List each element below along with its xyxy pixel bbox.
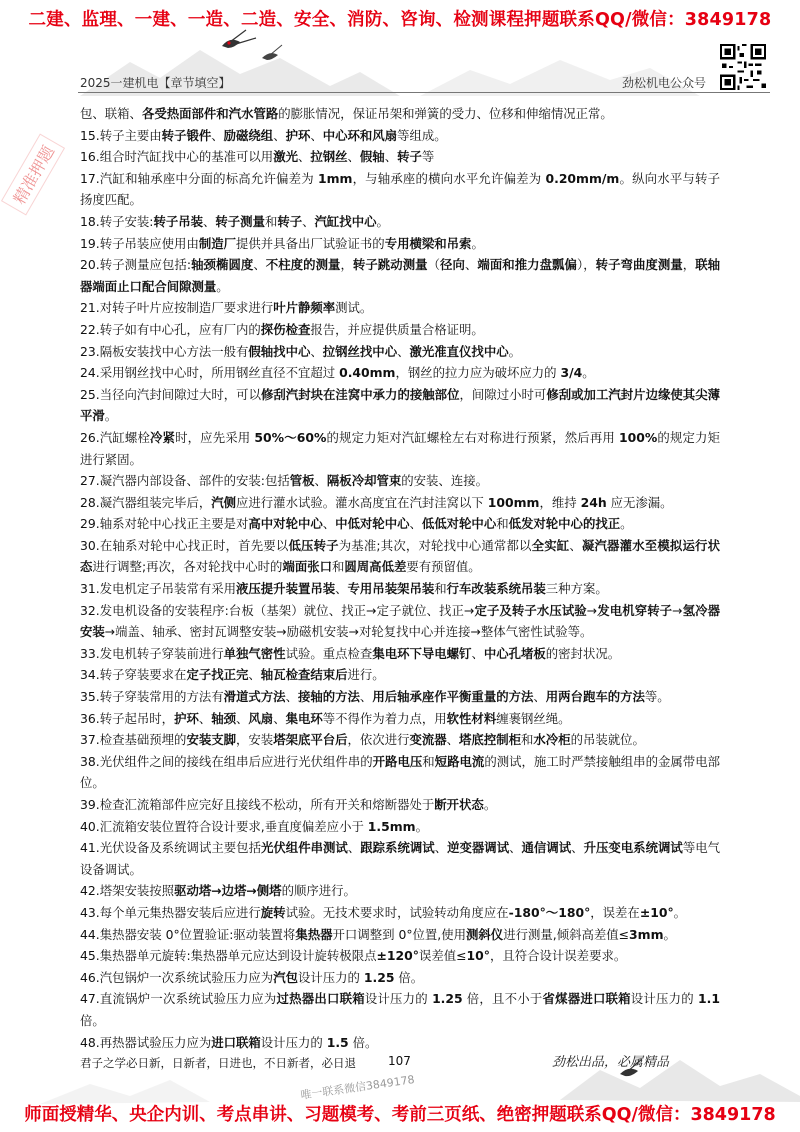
item-keyword: ±120° xyxy=(376,948,419,964)
item-keyword: 转子弯曲度测量 xyxy=(595,257,683,273)
item-text: 22.转子如有中心孔，应有厂内的 xyxy=(80,321,261,337)
item-keyword: 转子跳动测量 xyxy=(352,257,428,273)
red-stamp: 精准押题 xyxy=(1,133,65,215)
item-text: 、 xyxy=(409,516,422,532)
item-keyword: 拉钢丝 xyxy=(310,149,348,165)
item-text: 。 xyxy=(620,516,633,532)
item-keyword: 24h xyxy=(580,494,607,510)
list-item xyxy=(80,427,720,470)
item-text: 42.塔架安装按照 xyxy=(80,883,175,899)
item-keyword: 塔底控制柜 xyxy=(459,732,521,748)
item-keyword: 集电环 xyxy=(285,710,323,726)
item-keyword: 100mm xyxy=(487,494,540,510)
item-text: 46.汽包锅炉一次系统试验压力应为 xyxy=(80,969,274,985)
item-text: 31.发电机定子吊装常有采用 xyxy=(80,581,237,597)
item-text: 设计压力的 xyxy=(297,969,364,985)
item-keyword: 3/4 xyxy=(560,365,583,381)
item-keyword: 中心环和风扇 xyxy=(322,127,398,143)
item-text: 。 xyxy=(508,343,521,359)
item-keyword: 用后轴承座作平衡重量的方法 xyxy=(372,689,534,705)
item-keyword: 叶片静频率 xyxy=(273,300,336,316)
crane-bird-icon xyxy=(222,30,282,60)
document-body xyxy=(80,103,720,1053)
item-text: 18.转子安装: xyxy=(80,213,154,229)
item-text: 、 xyxy=(322,516,336,532)
list-item xyxy=(80,535,720,578)
item-keyword: 集电环下导电螺钉 xyxy=(372,645,472,661)
item-keyword: 1.1 xyxy=(698,991,720,1007)
list-item xyxy=(80,729,720,751)
item-text: 36.转子起吊时， xyxy=(80,710,175,726)
item-keyword: 激光 xyxy=(273,149,298,165)
item-text: 、 xyxy=(273,710,286,726)
item-text: 倍。 xyxy=(80,1012,105,1028)
header-account: 劲松机电公众号 xyxy=(622,76,707,90)
item-text: 测试。 xyxy=(335,300,373,316)
item-text: 开口调整到 0°位置,使用 xyxy=(332,926,467,942)
item-keyword: 用两台跑车的方法 xyxy=(545,689,645,705)
item-keyword: 软性材料 xyxy=(446,710,497,726)
item-text: 、 xyxy=(471,645,484,661)
item-keyword: 端面和推力盘瓢偏 xyxy=(477,257,577,273)
item-text: 30.在轴系对轮中心找正时，首先要以 xyxy=(80,537,289,553)
item-keyword: ±10° xyxy=(639,904,674,920)
item-text: 37.检查基础预埋的 xyxy=(80,732,187,748)
item-keyword: 测斜仪 xyxy=(466,926,504,942)
item-text: 33.发电机转子穿装前进行 xyxy=(80,645,224,661)
item-text: ， xyxy=(682,257,696,273)
item-text: 时，应先采用 xyxy=(175,429,255,445)
item-text: ，维持 xyxy=(539,494,581,510)
item-keyword: 制造厂 xyxy=(198,235,237,251)
item-text: 和 xyxy=(332,559,345,575)
item-text: 倍。 xyxy=(394,969,424,985)
item-text: 进行测量,倾斜高差值≤ xyxy=(503,926,630,942)
list-item xyxy=(80,600,720,643)
item-text: 、 xyxy=(569,537,582,553)
item-text: 、 xyxy=(509,840,522,856)
item-keyword: 联轴器端面止口配合间隙测量 xyxy=(80,257,721,294)
item-keyword: 风扇 xyxy=(248,710,274,726)
item-keyword: 转子 xyxy=(397,149,422,165)
list-item xyxy=(80,125,720,147)
item-text: 16.组合时汽缸找中心的基准可以用 xyxy=(80,149,274,165)
list-item xyxy=(80,233,720,255)
list-item xyxy=(80,168,720,211)
item-text: 。 xyxy=(376,213,389,229)
footer-signature: 劲松出品，必属精品 xyxy=(552,1055,670,1070)
qr-code-icon xyxy=(720,44,766,90)
item-text: ，间隙过小时可 xyxy=(459,386,547,402)
item-text: 27.凝汽器内部设备、部件的安装:包括 xyxy=(80,473,290,489)
item-keyword: 转子锻件 xyxy=(161,127,212,143)
item-keyword: 转子测量 xyxy=(215,213,265,229)
item-text: 32.发电机设备的安装程序:台板（基架）就位、找正→定子就位、找正→ xyxy=(80,602,475,618)
item-keyword: 进口联箱 xyxy=(211,1034,261,1050)
item-keyword: 定子找正完 xyxy=(186,667,249,683)
header-divider xyxy=(78,92,770,93)
item-text: 43.每个单元集热器安装后应进行 xyxy=(80,904,261,920)
item-keyword: 接轴的方法 xyxy=(297,689,360,705)
item-text: 。 xyxy=(663,926,676,942)
item-keyword: 端面张口 xyxy=(282,559,332,575)
item-text: 48.再热器试验压力应为 xyxy=(80,1034,212,1050)
item-keyword: 探伤检查 xyxy=(260,321,311,337)
item-text: 的顺序进行。 xyxy=(281,883,356,899)
item-keyword: 汽包 xyxy=(273,969,298,985)
item-text: 、 xyxy=(285,689,298,705)
item-keyword: 修刮汽封块在洼窝中承力的接触部位 xyxy=(261,386,460,402)
item-text: 设计压力的 xyxy=(260,1034,327,1050)
item-text: ，误差在 xyxy=(590,904,640,920)
item-text: ，钢丝的拉力应为破坏应力的 xyxy=(395,365,561,381)
item-text: 。 xyxy=(483,797,497,812)
item-text: 。 xyxy=(415,818,428,834)
item-text: 设计压力的 xyxy=(630,991,699,1007)
item-text: 包、联箱、 xyxy=(80,106,142,121)
item-text: ，与轴承座的横向水平允许偏差为 xyxy=(352,170,546,186)
item-keyword: 转子 xyxy=(277,213,303,229)
item-text: 、 xyxy=(384,149,398,165)
item-text: 38.光伏组件之间的接线在组串后应进行光伏组件串的 xyxy=(80,753,373,769)
item-text: ， xyxy=(340,257,353,273)
item-keyword: 各受热面部件和汽水管路 xyxy=(141,106,279,121)
item-text: 45.集热器单元旋转:集热器单元应达到设计旋转极限点 xyxy=(80,948,377,964)
item-keyword: 低压转子 xyxy=(288,537,339,553)
item-text: 39.检查汇流箱部件应完好且接线不松动，所有开关和熔断器处于 xyxy=(80,797,435,812)
item-text: 应进行灌水试验。灌水高度宜在汽封洼窝以下 xyxy=(236,494,488,510)
item-text: 为基准;其次，对轮找中心通常都以 xyxy=(338,537,532,553)
item-keyword: 光伏组件串测试 xyxy=(261,840,348,856)
item-text: 19.转子吊装应使用由 xyxy=(80,235,199,251)
item-keyword: 氢冷器安装 xyxy=(80,602,721,640)
item-text: 26.汽缸螺栓 xyxy=(80,429,151,445)
item-text: 的规定力矩进行紧固。 xyxy=(80,429,720,467)
item-text: 等不得作为着力点，用 xyxy=(322,710,447,726)
list-item xyxy=(80,103,720,125)
item-text: （ xyxy=(427,257,441,273)
list-item xyxy=(80,988,720,1031)
bottom-promo-banner: 师面授精华、央企内训、考点串讲、习题模考、考前三页纸、绝密押题联系QQ/微信：3849178 xyxy=(24,1105,776,1125)
item-text: 、 xyxy=(434,840,448,856)
list-item xyxy=(80,880,720,902)
item-text: 、 xyxy=(347,149,360,165)
item-text: 。 xyxy=(216,278,229,294)
item-text: 、 xyxy=(359,689,373,705)
item-text: 等电气设备调试。 xyxy=(80,840,721,877)
item-text: 25.当径向汽封间隙过大时，可以 xyxy=(80,386,261,402)
item-text: 、 xyxy=(446,732,460,748)
item-text: 试验。重点检查 xyxy=(285,645,373,661)
item-text: 、 xyxy=(397,343,410,359)
item-keyword: 驱动塔→边塔→侧塔 xyxy=(174,883,282,899)
item-keyword: 旋转 xyxy=(260,904,286,920)
item-keyword: 1.5 xyxy=(326,1034,349,1050)
item-text: 的测试，施工时严禁接触组串的金属带电部位。 xyxy=(80,753,721,791)
list-item xyxy=(80,837,720,880)
item-keyword: 1.25 xyxy=(432,991,463,1007)
item-keyword: 管板 xyxy=(289,473,315,489)
item-text: 三种方案。 xyxy=(545,581,608,597)
list-item xyxy=(80,967,720,989)
item-text: 21.对转子叶片应按制造厂要求进行 xyxy=(80,300,274,316)
item-text: 进行。 xyxy=(347,667,385,683)
list-item xyxy=(80,384,720,427)
item-keyword: 中低对轮中心 xyxy=(335,516,410,532)
item-text: 和 xyxy=(264,213,278,229)
top-promo-banner: 二建、监理、一建、一造、二造、安全、消防、咨询、检测课程押题联系QQ/微信：3849178 xyxy=(28,10,772,30)
item-text: ，依次进行 xyxy=(347,732,410,748)
item-text: 、 xyxy=(533,689,546,705)
item-text: 设计压力的 xyxy=(364,991,433,1007)
item-keyword: 专用横梁和吊索 xyxy=(384,235,472,251)
item-keyword: 3mm xyxy=(629,926,664,942)
item-text: 的安装、连接。 xyxy=(401,473,488,489)
item-text: 。 xyxy=(582,365,595,381)
item-text: 误差值≤ xyxy=(418,948,467,964)
list-item xyxy=(80,362,720,384)
item-text: 、 xyxy=(236,710,249,726)
list-item xyxy=(80,492,720,514)
item-keyword: 专用吊装架吊装 xyxy=(347,581,435,597)
list-item xyxy=(80,254,720,297)
item-text: 应无渗漏。 xyxy=(606,494,673,510)
item-text: 34.转子穿装要求在 xyxy=(80,667,187,683)
item-keyword: 集热器 xyxy=(295,926,333,942)
item-text: 的规定力矩对汽缸螺栓左右对称进行预紧，然后再用 xyxy=(326,429,619,445)
item-text: 的密封状况。 xyxy=(545,645,621,661)
item-keyword: 逆变器调试 xyxy=(447,840,510,856)
item-text: 倍，且不小于 xyxy=(462,991,543,1007)
item-keyword: 径向 xyxy=(440,257,465,273)
item-text: 、 xyxy=(314,473,327,489)
list-item xyxy=(80,643,720,665)
item-text: 缠裹钢丝绳。 xyxy=(496,710,571,726)
item-text: 报告，并应提供质量合格证明。 xyxy=(310,321,484,337)
item-keyword: 圆周高低差 xyxy=(344,559,407,575)
item-text: 29.轴系对轮中心找正主要是对 xyxy=(80,516,249,532)
item-text: ，安装 xyxy=(236,732,274,748)
item-text: 、 xyxy=(335,581,348,597)
item-text: 。 xyxy=(673,904,687,920)
item-keyword: 假轴 xyxy=(359,149,385,165)
item-keyword: 冷紧 xyxy=(150,429,176,445)
item-text: 15.转子主要由 xyxy=(80,127,162,143)
item-keyword: 省煤器进口联箱 xyxy=(542,991,631,1007)
item-text: 、 xyxy=(302,213,315,229)
item-keyword: 塔架底平台后 xyxy=(273,732,348,748)
item-text: 、 xyxy=(203,213,216,229)
item-keyword: 发电机穿转子 xyxy=(597,602,673,618)
item-keyword: 单独气密性 xyxy=(223,645,286,661)
item-keyword: 励磁绕组 xyxy=(223,127,274,143)
item-text: 、 xyxy=(198,710,212,726)
list-item xyxy=(80,341,720,363)
item-text: 和 xyxy=(521,732,534,748)
item-keyword: 全实缸 xyxy=(531,537,570,553)
item-keyword: 滑道式方法 xyxy=(223,689,286,705)
item-keyword: 护环 xyxy=(174,710,199,726)
item-keyword: 1.25 xyxy=(363,969,395,985)
item-text: → xyxy=(672,602,683,618)
item-keyword: 安装支脚 xyxy=(186,732,237,748)
item-text: 倍。 xyxy=(348,1034,378,1050)
list-item xyxy=(80,297,720,319)
list-item xyxy=(80,470,720,492)
list-item xyxy=(80,319,720,341)
item-text: 24.采用钢丝找中心时，所用钢丝直径不宜超过 xyxy=(80,365,340,381)
item-keyword: 修刮或加工汽封片边缘使其尖薄平滑 xyxy=(80,386,721,424)
item-keyword: 跟踪系统调试 xyxy=(360,840,435,856)
item-text: 和 xyxy=(434,581,447,597)
item-text: 、 xyxy=(310,343,323,359)
item-text: 和 xyxy=(422,753,435,769)
item-keyword: 轴颈椭圆度 xyxy=(191,257,254,273)
item-text: 提供并具备出厂试验证书的 xyxy=(236,235,385,251)
item-text: 17.汽缸和轴承座中分面的标高允许偏差为 xyxy=(80,170,318,186)
item-text: 的吊装就位。 xyxy=(570,732,645,748)
list-item xyxy=(80,794,720,816)
item-text: 等。 xyxy=(644,689,670,705)
item-keyword: 1mm xyxy=(317,170,353,186)
list-item xyxy=(80,708,720,730)
item-keyword: 短路电流 xyxy=(434,753,485,769)
item-text: 、 xyxy=(347,840,361,856)
item-text: ）， xyxy=(576,257,596,273)
item-text: 35.转子穿装常用的方法有 xyxy=(80,689,224,705)
list-item xyxy=(80,664,720,686)
item-text: 等 xyxy=(421,149,435,165)
item-text: 、 xyxy=(297,149,311,165)
item-text: 47.直流锅炉一次系统试验压力应为 xyxy=(80,991,277,1007)
list-item xyxy=(80,211,720,233)
item-keyword: 不柱度的测量 xyxy=(265,257,341,273)
list-item xyxy=(80,924,720,946)
item-text: → xyxy=(586,602,598,618)
item-text: 、 xyxy=(253,257,266,273)
footer-watermark: 唯一联系微信3849178 xyxy=(299,1073,416,1102)
list-item xyxy=(80,902,720,924)
item-text: 、 xyxy=(273,127,286,143)
item-text: 进行调整;再次，各对轮找中心时的 xyxy=(92,559,283,575)
item-keyword: 拉钢丝找中心 xyxy=(322,343,398,359)
item-keyword: 100% xyxy=(619,429,658,445)
item-text: 的膨胀情况，保证吊架和弹簧的受力、位移和伸缩情况正常。 xyxy=(278,106,613,121)
item-keyword: 隔板冷却管束 xyxy=(326,473,402,489)
item-keyword: 低低对轮中心 xyxy=(421,516,497,532)
item-text: 20.转子测量应包括: xyxy=(80,257,192,273)
footer-motto: 君子之学必日新，日新者，日进也，不日新者，必日退 xyxy=(80,1056,356,1070)
header-title: 2025一建机电【章节填空】 xyxy=(80,76,231,90)
item-keyword: 水冷柜 xyxy=(533,732,571,748)
page-number: 107 xyxy=(388,1054,411,1068)
list-item xyxy=(80,513,720,535)
item-keyword: 高中对轮中心 xyxy=(248,516,323,532)
list-item xyxy=(80,146,720,168)
item-keyword: 断开状态 xyxy=(434,797,484,812)
item-text: 和 xyxy=(496,516,509,532)
item-keyword: 行车改装系统吊装 xyxy=(446,581,546,597)
item-text: 。 xyxy=(104,408,118,424)
item-text: 40.汇流箱安装位置符合设计要求,垂直度偏差应小于 xyxy=(80,818,368,834)
item-text: 。纵向水平与转子扬度匹配。 xyxy=(80,170,720,208)
list-item xyxy=(80,945,720,967)
item-keyword: 护环 xyxy=(285,127,311,143)
list-item xyxy=(80,816,720,838)
item-keyword: -180°～180° xyxy=(508,904,591,920)
item-text: 23.隔板安装找中心方法一般有 xyxy=(80,343,249,359)
item-keyword: 激光准直仪找中心 xyxy=(409,343,509,359)
list-item xyxy=(80,751,720,794)
item-keyword: 通信调试 xyxy=(521,840,572,856)
item-text: 。 xyxy=(471,235,484,251)
item-keyword: 升压变电系统调试 xyxy=(583,840,683,856)
item-text: 、 xyxy=(248,667,261,683)
item-keyword: 1.5mm xyxy=(367,818,416,834)
item-keyword: 转子吊装 xyxy=(153,213,204,229)
list-item xyxy=(80,686,720,708)
item-keyword: 中心孔堵板 xyxy=(483,645,546,661)
item-text: 、 xyxy=(464,257,478,273)
item-keyword: 50%～60% xyxy=(254,429,327,445)
item-keyword: 开路电压 xyxy=(372,753,423,769)
item-text: ，且符合设计误差要求。 xyxy=(489,948,627,964)
item-keyword: 轴瓦检查结束后 xyxy=(260,667,348,683)
item-keyword: 10° xyxy=(466,948,490,964)
item-text: 、 xyxy=(310,127,323,143)
item-keyword: 0.40mm xyxy=(339,365,396,381)
item-keyword: 低发对轮中心的找正 xyxy=(508,516,621,532)
item-keyword: 液压提升装置吊装 xyxy=(236,581,336,597)
item-text: 试验。无技术要求时，试验转动角度应在 xyxy=(285,904,509,920)
item-keyword: 汽侧 xyxy=(211,494,237,510)
item-text: →端盖、轴承、密封瓦调整安装→励磁机安装→对轮复找中心并连接→整体气密性试验等。 xyxy=(104,624,593,640)
item-text: 44.集热器安装 0°位置验证:驱动装置将 xyxy=(80,926,296,942)
item-text: 41.光伏设备及系统调试主要包括 xyxy=(80,840,261,856)
item-keyword: 定子及转子水压试验 xyxy=(474,602,587,618)
item-text: 、 xyxy=(571,840,584,856)
item-keyword: 变流器 xyxy=(409,732,447,748)
item-keyword: 凝汽器灌水至模拟运行状态 xyxy=(80,537,721,575)
item-keyword: 0.20mm/m xyxy=(545,170,620,186)
item-keyword: 汽缸找中心 xyxy=(314,213,377,229)
item-text: 要有预留值。 xyxy=(406,559,481,575)
item-text: 等组成。 xyxy=(397,127,447,143)
item-keyword: 过热器出口联箱 xyxy=(276,991,365,1007)
list-item xyxy=(80,578,720,600)
item-keyword: 假轴找中心 xyxy=(248,343,311,359)
item-text: 28.凝汽器组装完毕后， xyxy=(80,494,212,510)
item-keyword: 轴颈 xyxy=(211,710,237,726)
item-text: 、 xyxy=(211,127,224,143)
